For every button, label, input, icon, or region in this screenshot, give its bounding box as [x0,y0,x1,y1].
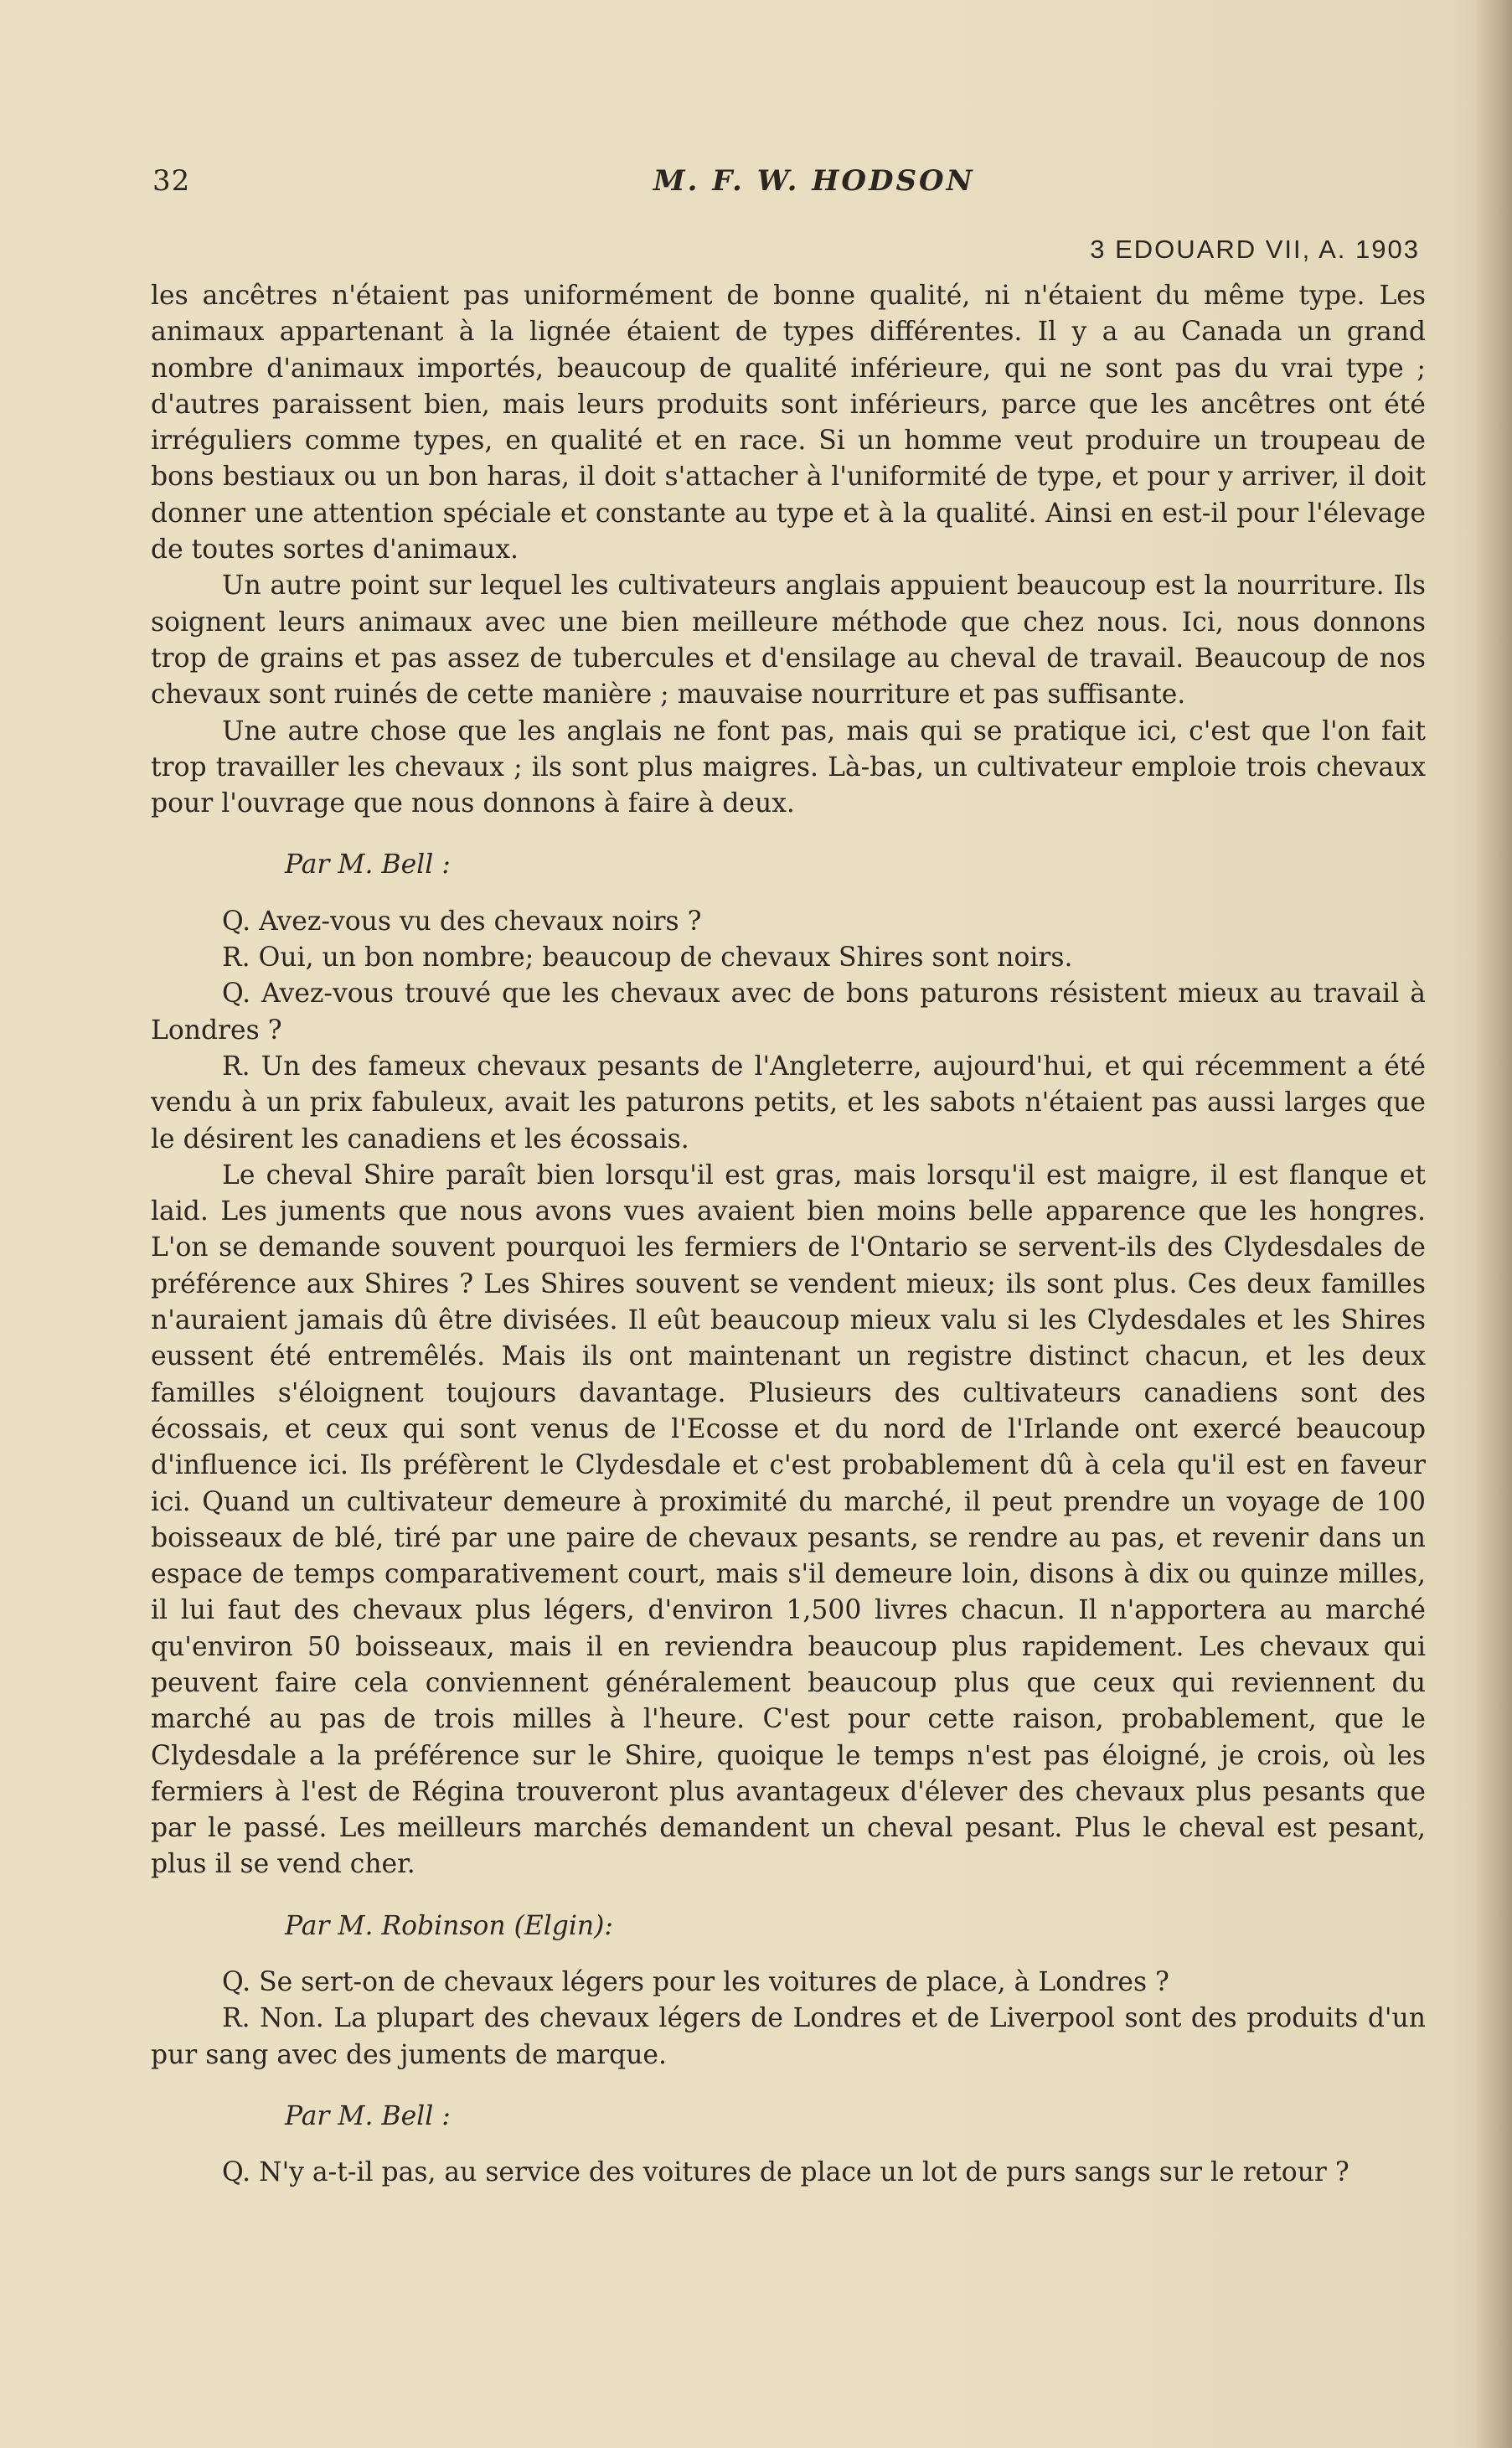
body-text [151,278,1426,2192]
paragraph: les ancêtres n'étaient pas uniformément de bonne qualité, ni n'étaient du même type. Les animaux appartenant à la lignée étaient de types différentes. Il y a au Canada un grand nombre d'animaux importés, beaucoup de qualité inférieure, qui ne sont pas du vrai type ; d'autres paraissent bien, mais leurs produits sont inférieurs, parce que les ancêtres ont été irréguliers comme types, en qualité et en race. Si un homme veut produire un troupeau de bons bestiaux ou un bon haras, il doit s'attacher à l'uniformité de type, et pour y arriver, il doit donner une attention spéciale et constante au type et à la qualité. Ainsi en est-il pour l'élevage de toutes sortes d'animaux. [151,281,1426,566]
answer: R. Un des fameux chevaux pesants de l'Angleterre, aujourd'hui, et qui récemment a été vendu à un prix fabuleux, avait les paturons petits, et les sabots n'étaient pas aussi larges que le désirent les canadiens et les écossais. [151,1051,1426,1154]
page-edge-shadow [1477,0,1512,2448]
session-reference: 3 EDOUARD VII, A. 1903 [1090,235,1420,264]
page-number: 32 [152,164,191,198]
paragraph: Une autre chose que les anglais ne font pas, mais qui se pratique ici, c'est que l'on fait trop travailler les chevaux ; ils sont plus maigres. Là-bas, un cultivateur emploie trois chevaux pour l'ouvrage que nous donnons à faire à deux. [151,715,1426,819]
question: Q. Avez-vous vu des chevaux noirs ? [222,906,702,937]
speaker-heading: Par M. Robinson (Elgin): [285,1910,613,1941]
question: Q. Se sert-on de chevaux légers pour les voitures de place, à Londres ? [222,1967,1169,1998]
speaker-heading: Par M. Bell : [285,850,451,881]
paragraph: Un autre point sur lequel les cultivateurs anglais appuient beaucoup est la nourriture. Ils soignent leurs animaux avec une bien meilleure méthode que chez nous. Ici, nous donnons trop de grains et pas assez de tubercules et d'ensilage au cheval de travail. Beaucoup de nos chevaux sont ruinés de cette manière ; mauvaise nourriture et pas suffisante. [151,571,1426,710]
question: Q. N'y a-t-il pas, au service des voitures de place un lot de purs sangs sur le retour ? [222,2157,1349,2188]
speaker-heading: Par M. Bell : [285,2100,451,2131]
paragraph: Le cheval Shire paraît bien lorsqu'il est gras, mais lorsqu'il est maigre, il est flanque et laid. Les juments que nous avons vues avaient bien moins belle apparence que les hongres. L'on se demande souvent pourquoi les fermiers de l'Ontario se servent-ils des Clydesdales de préférence aux Shires ? Les Shires souvent se vendent mieux; ils sont plus. Ces deux familles n'auraient jamais dû être divisées. Il eût beaucoup mieux valu si les Clydesdales et les Shires eussent été entremêlés. Mais ils ont maintenant un registre distinct chacun, et les deux familles s'éloignent toujours davantage. Plusieurs des cultivateurs canadiens sont des écossais, et ceux qui sont venus de l'Ecosse et du nord de l'Irlande ont exercé beaucoup d'influence ici. Ils préfèrent le Clydesdale et c'est probablement dû à cela qu'il est en faveur ici. Quand un cultivateur demeure à proximité du marché, il peut prendre un voyage de 100 boisseaux de blé, tiré par une paire de chevaux pesants, se rendre au pas, et revenir dans un espace de temps comparativement court, mais s'il demeure loin, disons à dix ou quinze milles, il lui faut des chevaux plus légers, d'environ 1,500 livres chacun. Il n'apportera au marché qu'environ 50 boisseaux, mais il en reviendra beaucoup plus rapidement. Les chevaux qui peuvent faire cela conviennent généralement beaucoup plus que ceux qui reviennent du marché au pas de trois milles à l'heure. C'est pour cette raison, probablement, que le Clydesdale a la préférence sur le Shire, quoique le temps n'est pas éloigné, je crois, où les fermiers à l'est de Régina trouveront plus avantageux d'élever des chevaux plus pesants que par le passé. Les meilleurs marchés demandent un cheval pesant. Plus le cheval est pesant, plus il se vend cher. [151,1159,1426,1880]
running-title: M. F. W. HODSON [653,164,975,198]
answer: R. Non. La plupart des chevaux légers de Londres et de Liverpool sont des produits d'un pur sang avec des juments de marque. [151,2003,1426,2070]
question: Q. Avez-vous trouvé que les chevaux avec de bons paturons résistent mieux au travail à Londres ? [151,979,1426,1046]
answer: R. Oui, un bon nombre; beaucoup de chevaux Shires sont noirs. [222,943,1073,974]
